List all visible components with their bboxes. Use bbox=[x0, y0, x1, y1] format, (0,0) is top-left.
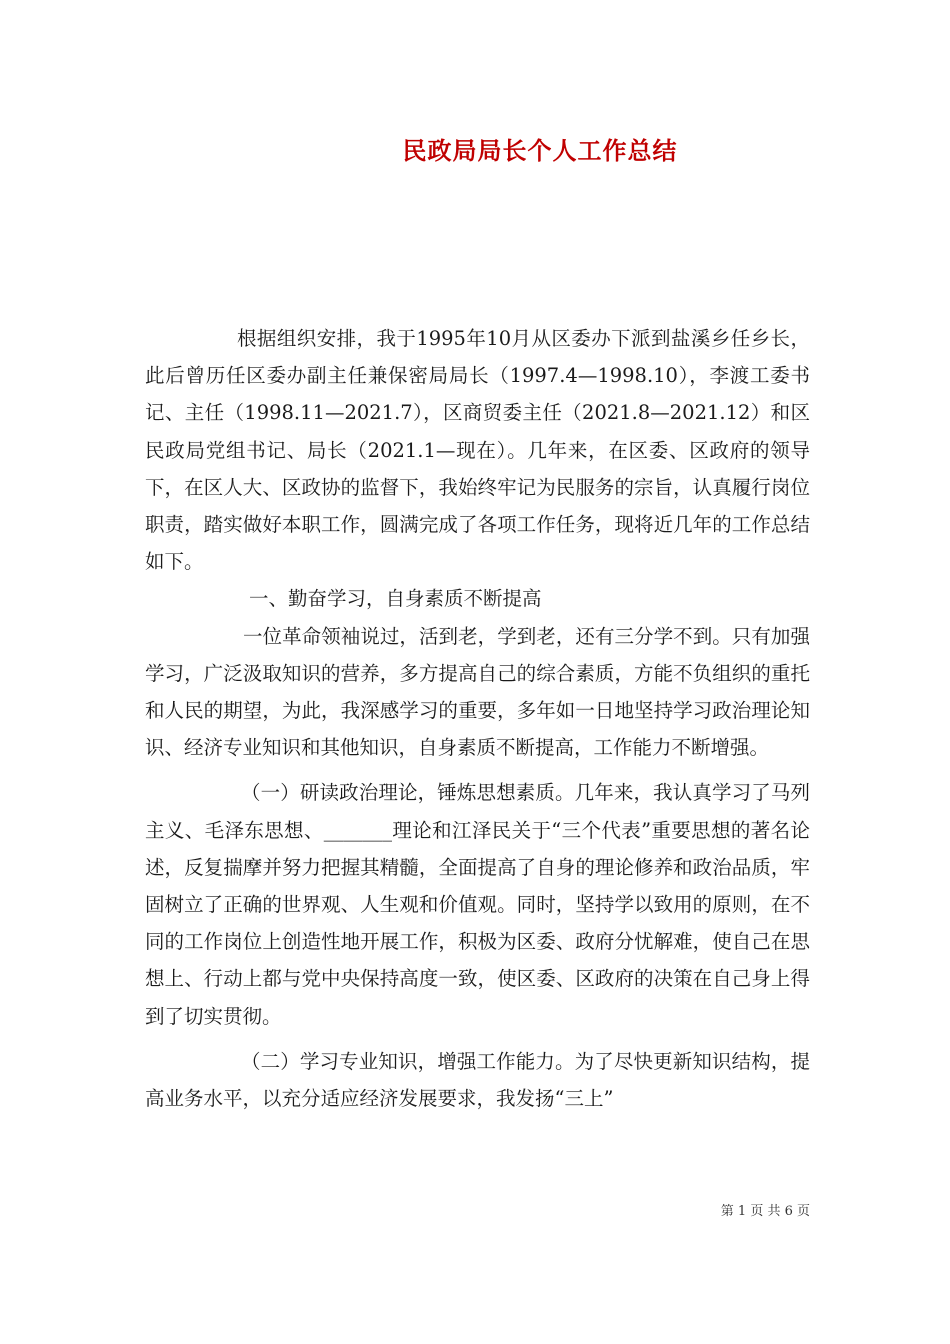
intro-paragraph: 根据组织安排，我于1995年10月从区委办下派到盐溪乡任乡长，此后曾历任区委办副主任兼保密局局长（1997.4—1998.10），李渡工委书记、主任（1998.11—2021.7），区商贸委主任（2021.8—2021.12）和区民政局党组书记、局长（2021.1—现在）。几年来，在区委、区政府的领导下，在区人大、区政协的监督下，我始终牢记为民服务的宗旨，认真履行岗位职责，踏实做好本职工作，圆满完成了各项工作任务，现将近几年的工作总结如下。 bbox=[145, 327, 810, 574]
body-paragraph: （二）学习专业知识，增强工作能力。为了尽快更新知识结构，提高业务水平，以充分适应经济发展要求，我发扬“三上” bbox=[145, 1049, 810, 1111]
section-heading: 一、勤奋学习，自身素质不断提高 bbox=[249, 587, 542, 611]
body-paragraph: （一）研读政治理论，锤炼思想素质。几年来，我认真学习了马列主义、毛泽东思想、_______理论和江泽民关于“三个代表”重要思想的著名论述，反复揣摩并努力把握其精髓，全面提高了自身的理论修养和政治品质，牢固树立了正确的世界观、人生观和价值观。同时，坚持学以致用的原则，在不同的工作岗位上创造性地开展工作，积极为区委、政府分忧解难，使自己在思想上、行动上都与党中央保持高度一致，使区委、区政府的决策在自己身上得到了切实贯彻。 bbox=[145, 781, 810, 1028]
body-paragraph: 一位革命领袖说过，活到老，学到老，还有三分学不到。只有加强学习，广泛汲取知识的营养，多方提高自己的综合素质，方能不负组织的重托和人民的期望，为此，我深感学习的重要，多年如一日地坚持学习政治理论知识、经济专业知识和其他知识，自身素质不断提高，工作能力不断增强。 bbox=[145, 624, 810, 760]
page-number: 第 1 页 共 6 页 bbox=[720, 1204, 810, 1219]
document-body bbox=[145, 320, 810, 1117]
document-title: 民政局局长个人工作总结 bbox=[402, 136, 678, 165]
